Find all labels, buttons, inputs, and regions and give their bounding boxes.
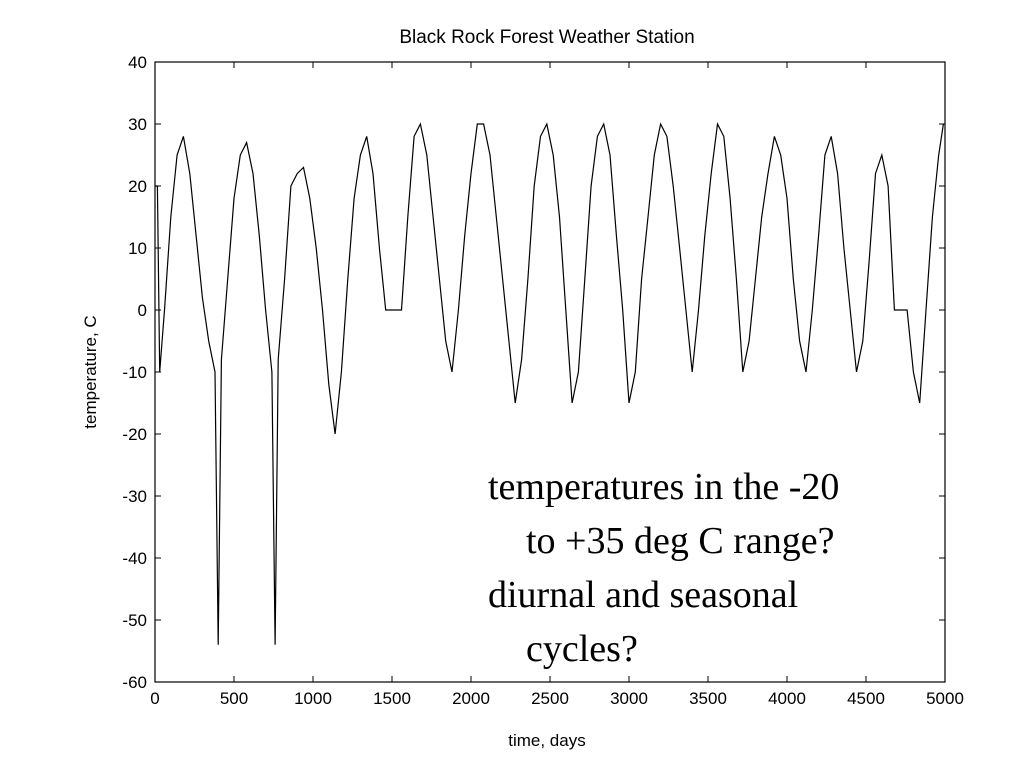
chart-title: Black Rock Forest Weather Station bbox=[399, 27, 695, 48]
x-tick-label: 1500 bbox=[373, 689, 411, 708]
x-tick-label: 3500 bbox=[689, 689, 727, 708]
y-tick-label: 40 bbox=[128, 53, 147, 72]
annotation-line-2: to +35 deg C range? bbox=[526, 520, 835, 562]
y-tick-label: -60 bbox=[122, 673, 147, 692]
annotation-line-1: temperatures in the -20 bbox=[488, 466, 840, 508]
y-tick-label: 0 bbox=[137, 301, 147, 320]
y-tick-label: -40 bbox=[122, 549, 147, 568]
x-tick-label: 1000 bbox=[294, 689, 332, 708]
y-tick-label: -50 bbox=[122, 611, 147, 630]
annotation-line-3: diurnal and seasonal bbox=[488, 574, 799, 616]
x-tick-label: 2000 bbox=[452, 689, 490, 708]
x-tick-label: 3000 bbox=[610, 689, 648, 708]
annotation-line-4: cycles? bbox=[526, 628, 638, 670]
x-axis-label: time, days bbox=[508, 731, 586, 750]
x-tick-label: 5000 bbox=[926, 689, 964, 708]
x-tick-label: 2500 bbox=[531, 689, 569, 708]
x-tick-label: 500 bbox=[219, 689, 249, 708]
annotation-block bbox=[488, 460, 839, 676]
y-tick-label: 20 bbox=[128, 177, 147, 196]
x-tick-label: 0 bbox=[150, 689, 160, 708]
y-tick-label: -30 bbox=[122, 487, 147, 506]
y-tick-label: 30 bbox=[128, 115, 147, 134]
x-tick-label: 4000 bbox=[768, 689, 806, 708]
y-axis-label: temperature, C bbox=[81, 315, 100, 429]
y-tick-label: -10 bbox=[122, 363, 147, 382]
y-tick-label: 10 bbox=[128, 239, 147, 258]
y-tick-label: -20 bbox=[122, 425, 147, 444]
x-tick-label: 4500 bbox=[847, 689, 885, 708]
